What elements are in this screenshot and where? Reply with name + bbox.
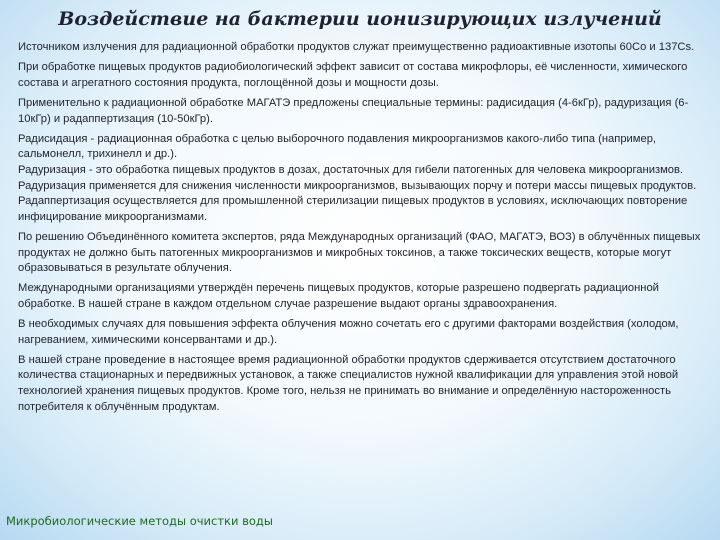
paragraph-radiobiological-effect: При обработке пищевых продуктов радиобиологический эффект зависит от состава микрофлоры, её численности, химического состава и агрегатного состояния продукта, поглощённой дозы и мощности дозы.	[18, 61, 688, 89]
paragraph-international-list: Международными организациями утверждён перечень пищевых продуктов, которые разрешено подвергать радиационной обработке. В нашей стране в каждом отдельном случае разрешение выдают органы здравоохранения.	[18, 282, 659, 310]
paragraph-radurization: Радуризация - это обработка пищевых продуктов в дозах, достаточных для гибели патогенных для человека микроорганизмов. Радуризация применяется для снижения численности микроорганизмов, вызывающих порчу и потери массы пищевых продуктов. Радаппертизация осуществляется для промышленной стерилизации пищевых продуктов в условиях, исключающих повторение инфицирование микроорганизмами.	[18, 163, 697, 223]
paragraph-sources: Источником излучения для радиационной обработки продуктов служат преимущественно радиоактивные изотопы 60Со и 137Cs.	[18, 41, 695, 53]
paragraph-expert-committee: По решению Объединённого комитета экспертов, ряда Международных организаций (ФАО, МАГАТЭ, ВОЗ) в облучённых пищевых продуктах не должно быть патогенных микроорганизмов и микробных токсинов, а также токсических веществ, которые могут образовываться в результате облучения.	[18, 230, 701, 275]
slide-title: Воздействие на бактерии ионизирующих излучений	[58, 8, 662, 30]
slide-body	[18, 40, 706, 420]
paragraph-domestic-situation: В нашей стране проведение в настоящее время радиационной обработки продуктов сдерживается отсутствием достаточного количества стационарных и передвижных установок, а также специалистов нужной квалификации для управления этой новой технологией хранения пищевых продуктов. Кроме того, нельзя не принимать во внимание и определённую настороженность потребителя к облучённым продуктам.	[18, 353, 679, 413]
paragraph-radicidation: Радисидация - радиационная обработка с целью выборочного подавления микроорганизмов какого-либо типа (например, сальмонелл, трихинелл и др.).	[18, 132, 657, 161]
paragraph-iaea-terms: Применительно к радиационной обработке МАГАТЭ предложены специальные термины: радисидация (4-6кГр), радуризация (6-10кГр) и радаппертизация (10-50кГр).	[18, 96, 689, 125]
paragraph-combined-factors: В необходимых случаях для повышения эффекта облучения можно сочетать его с другими факторами воздействия (холодом, нагреванием, химическими консервантами и др.).	[18, 318, 679, 346]
slide-footer: Микробиологические методы очистки воды	[6, 514, 273, 528]
